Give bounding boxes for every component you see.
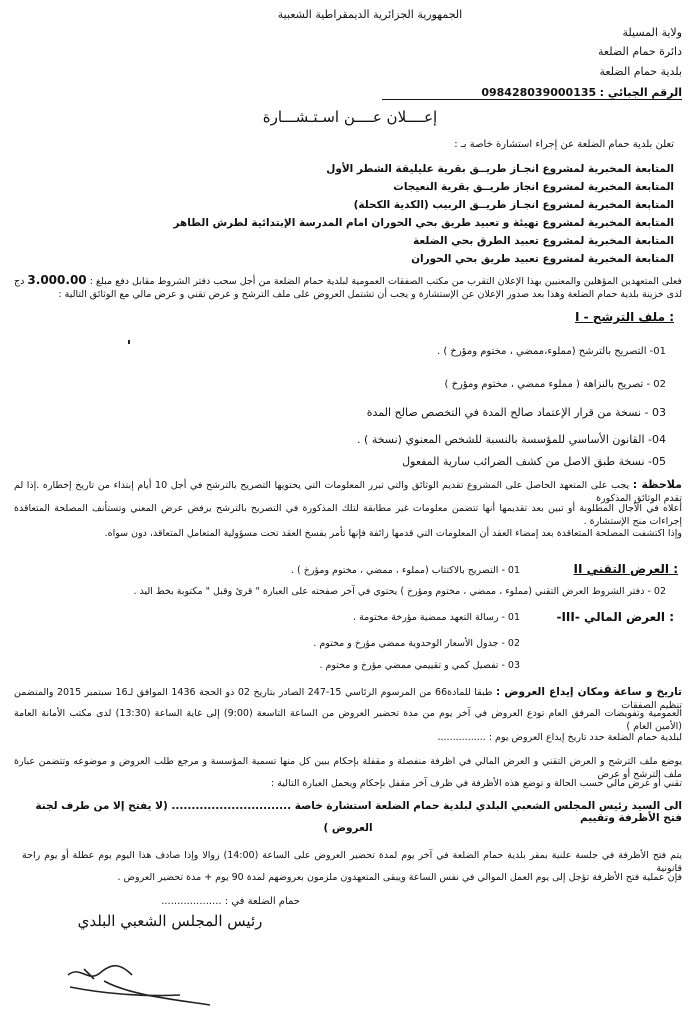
deposit-text-2: العمومية وتفويضات المرفق العام تودع العروض في آخر يوم من مدة تحضير العروض من الساعة التاسعة (9:00) إلى غاية الساعة (13:30) لدى مكتب الأمانة العامة (الأمين العام ) [14,708,682,732]
wilaya-label: ولاية المسيلة [622,26,682,39]
daira-label: دائرة حمام الضلعة [598,45,682,58]
candidature-item: 02 - تصريح بالنزاهة ( مملوء ممضي ، مختوم ومؤرخ ) [444,379,666,390]
opening-text-1: يتم فتح الأظرفة في جلسة علنية بمقر بلدية حمام الضلعة في آخر يوم لمدة تحضير العروض على الساعة (14:00) زوالا وإذا صادف هذا اليوم يوم عطلة أو يوم راحة قانونية [22,850,682,874]
candidature-item: 05- نسخة طبق الاصل من كشف الضرائب سارية المفعول [402,455,666,468]
note-text-1: يجب على المتعهد الحاصل على المشروع تقديم الوثائق والتي تبرر المعلومات التي يحتويها التصريح بالترشح في أجل 10 أيام إبتداء من تاريخ إخطاره .إذا لم تقدم الوثائق المذكورة [14,480,682,504]
note-paragraph [14,478,682,506]
call-text-1: فعلى المتعهدين المؤهلين والمعنيين بهذا الإعلان التقرب من مكتب الصفقات العمومية لبلدية حمام الضلعة من أجل سحب دفتر الشروط مقابل دفع مبلغ : [89,276,682,287]
project-item: المتابعة المخبرية لمشروع انجـاز طريــق بقرية عليليقة الشطر الأول [326,163,674,175]
note-text-3: وإذا اكتشفت المصلحة المتعاقدة بعد إمضاء العقد أن المعلومات التي قدمها زائفة فإنها تأمر بفسخ العقد تحت مسؤولية المتعامل المتعاقد، دون سواه. [104,528,682,539]
project-item: المتابعة المخبرية لمشروع انجاز طريــق بقرية النعيجات [393,181,674,193]
section-candidature-title: I - ملف الترشح : [574,310,674,324]
section-financial-title: -III- العرض المالي : [556,610,674,624]
tax-id-row [382,86,682,100]
signature-mark [60,935,240,1015]
deposit-text-1: طبقا للمادة66 من المرسوم الرئاسي 15-247 الصادر بتاريخ 02 ذو الحجة 1436 الموافق لـ16 سبتمبر 2015 والمتضمن تنظيم الصفقات [14,687,682,711]
deposit-text-5: تقني أو عرض مالي حسب الحالة و توضع هذه الأظرفة في ظرف آخر مقفل بإحكام ويحمل العبارة التالية : [270,778,682,789]
section-technical-title: II العرض التقني : [573,562,678,576]
republic-header: الجمهورية الجزائرية الديمقراطية الشعبية [277,8,463,21]
intro-text: تعلن بلدية حمام الضلعة عن إجراء استشارة خاصة بـ : [454,139,674,150]
deposit-label: تاريخ و ساعة ومكان إيداع العروض : [495,686,682,698]
candidature-item: 01- التصريح بالترشح (مملوء،ممضي ، مختوم ومؤرخ ) . [436,346,666,357]
tax-id-number: 098428039000135 [481,86,597,99]
tax-id-label: الرقم الجبائي : [599,86,682,99]
financial-item: 03 - تفصيل كمي و تقييمي ممضي مؤرخ و مختوم . [319,660,520,671]
candidature-item: 03 - نسخة من قرار الإعتماد صالح المدة في التخصص صالح المدة [366,406,666,419]
technical-item: 02 - دفتر الشروط العرض التقني (مملوء ، ممضي ، مختوم ومؤرخ ) يحتوي في آخر صفحته على العبارة " قرئ وقبل " مكتوبة بخط اليد . [133,586,666,597]
fee-amount: 3.000.00 [27,273,87,287]
projects-list [74,160,674,268]
ink-speck [128,340,130,344]
deposit-text-4: يوضع ملف الترشح و العرض التقني و العرض المالي في اظرفة منفصلة و مقفلة بإحكام يبين كل منها تسمية المؤسسة و مرجع طلب العروض و موضوعه وتتضمن عبارة ملف الترشح أو عرض [14,756,682,780]
financial-item: 02 - جدول الأسعار الوحدوية ممضي مؤرخ و مختوم . [313,638,520,649]
financial-item: 01 - رسالة التعهد ممضية مؤرخة مختومة . [353,612,520,623]
deposit-text-3: لبلدية حمام الضلعة حدد تاريخ إيداع العروض يوم : ................ [437,732,682,743]
envelope-inscription-end: العروض ) [323,822,373,834]
candidature-item: 04- القانون الأساسي للمؤسسة بالنسبة للشخص المعنوي (نسخة ) . [357,433,666,446]
place-date: حمام الضلعة في : ................... [161,896,300,907]
project-item: المتابعة المخبرية لمشروع تعبيد طريق بحي الحوران [411,253,674,265]
note-text-2: أعلاه في الأجال المطلوبة أو تبين بعد تقديمها أنها تتضمن معلومات غير مطابقة لتلك المذكورة في التصريح بالترشح يرفض عرض المعني وتستأنف المصلحة المتعاقدة إجراءات منح الإستشارة . [14,503,682,527]
note-label: ملاحظة : [632,478,682,491]
baladia-label: بلدية حمام الضلعة [599,65,682,78]
envelope-inscription: الى السيد رئيس المجلس الشعبي البلدي لبلدية حمام الضلعة استشارة خاصة .............................. (لا يفتح إلا من طرف لجنة فتح الأظرفة وتقييم [35,800,682,824]
project-item: المتابعة المخبرية لمشروع تهيئة و تعبيد طريق بحي الحوران امام المدرسة الإبتدائية لطرش الطاهر [173,217,674,229]
page-title: إعــــلان عــــن اسـتـشـــارة [262,108,438,126]
call-paragraph [14,272,682,302]
call-text-3: بلدية حمام الضلعة وهذا بعد صدور الإعلان عن الإستشارة و يجب أن تشتمل العروض على ملف الترشح و عرض تقني و عرض مالي مع الوثائق التالية : [58,288,639,300]
opening-text-2: فإن عملية فتح الأظرفة تؤجل إلى يوم العمل الموالي في نفس الساعة ويبقى المتعهدون ملزمون بعروضهم لمدة 90 يوم + مدة تحضير العروض . [117,872,682,883]
technical-item: 01 - التصريح بالاكتتاب (مملوء ، ممضي ، مختوم ومؤرخ ) . [290,565,520,576]
call-text-2: دج لدى خزينة [14,276,682,300]
project-item: المتابعة المخبرية لمشروع تعبيد الطرق بحي الضلعة [413,235,674,247]
signatory-title: رئيس المجلس الشعبي البلدي [77,912,263,930]
project-item: المتابعة المخبرية لمشروع انجـاز طريــق الربيب (الكدية الكحلة) [353,199,674,211]
